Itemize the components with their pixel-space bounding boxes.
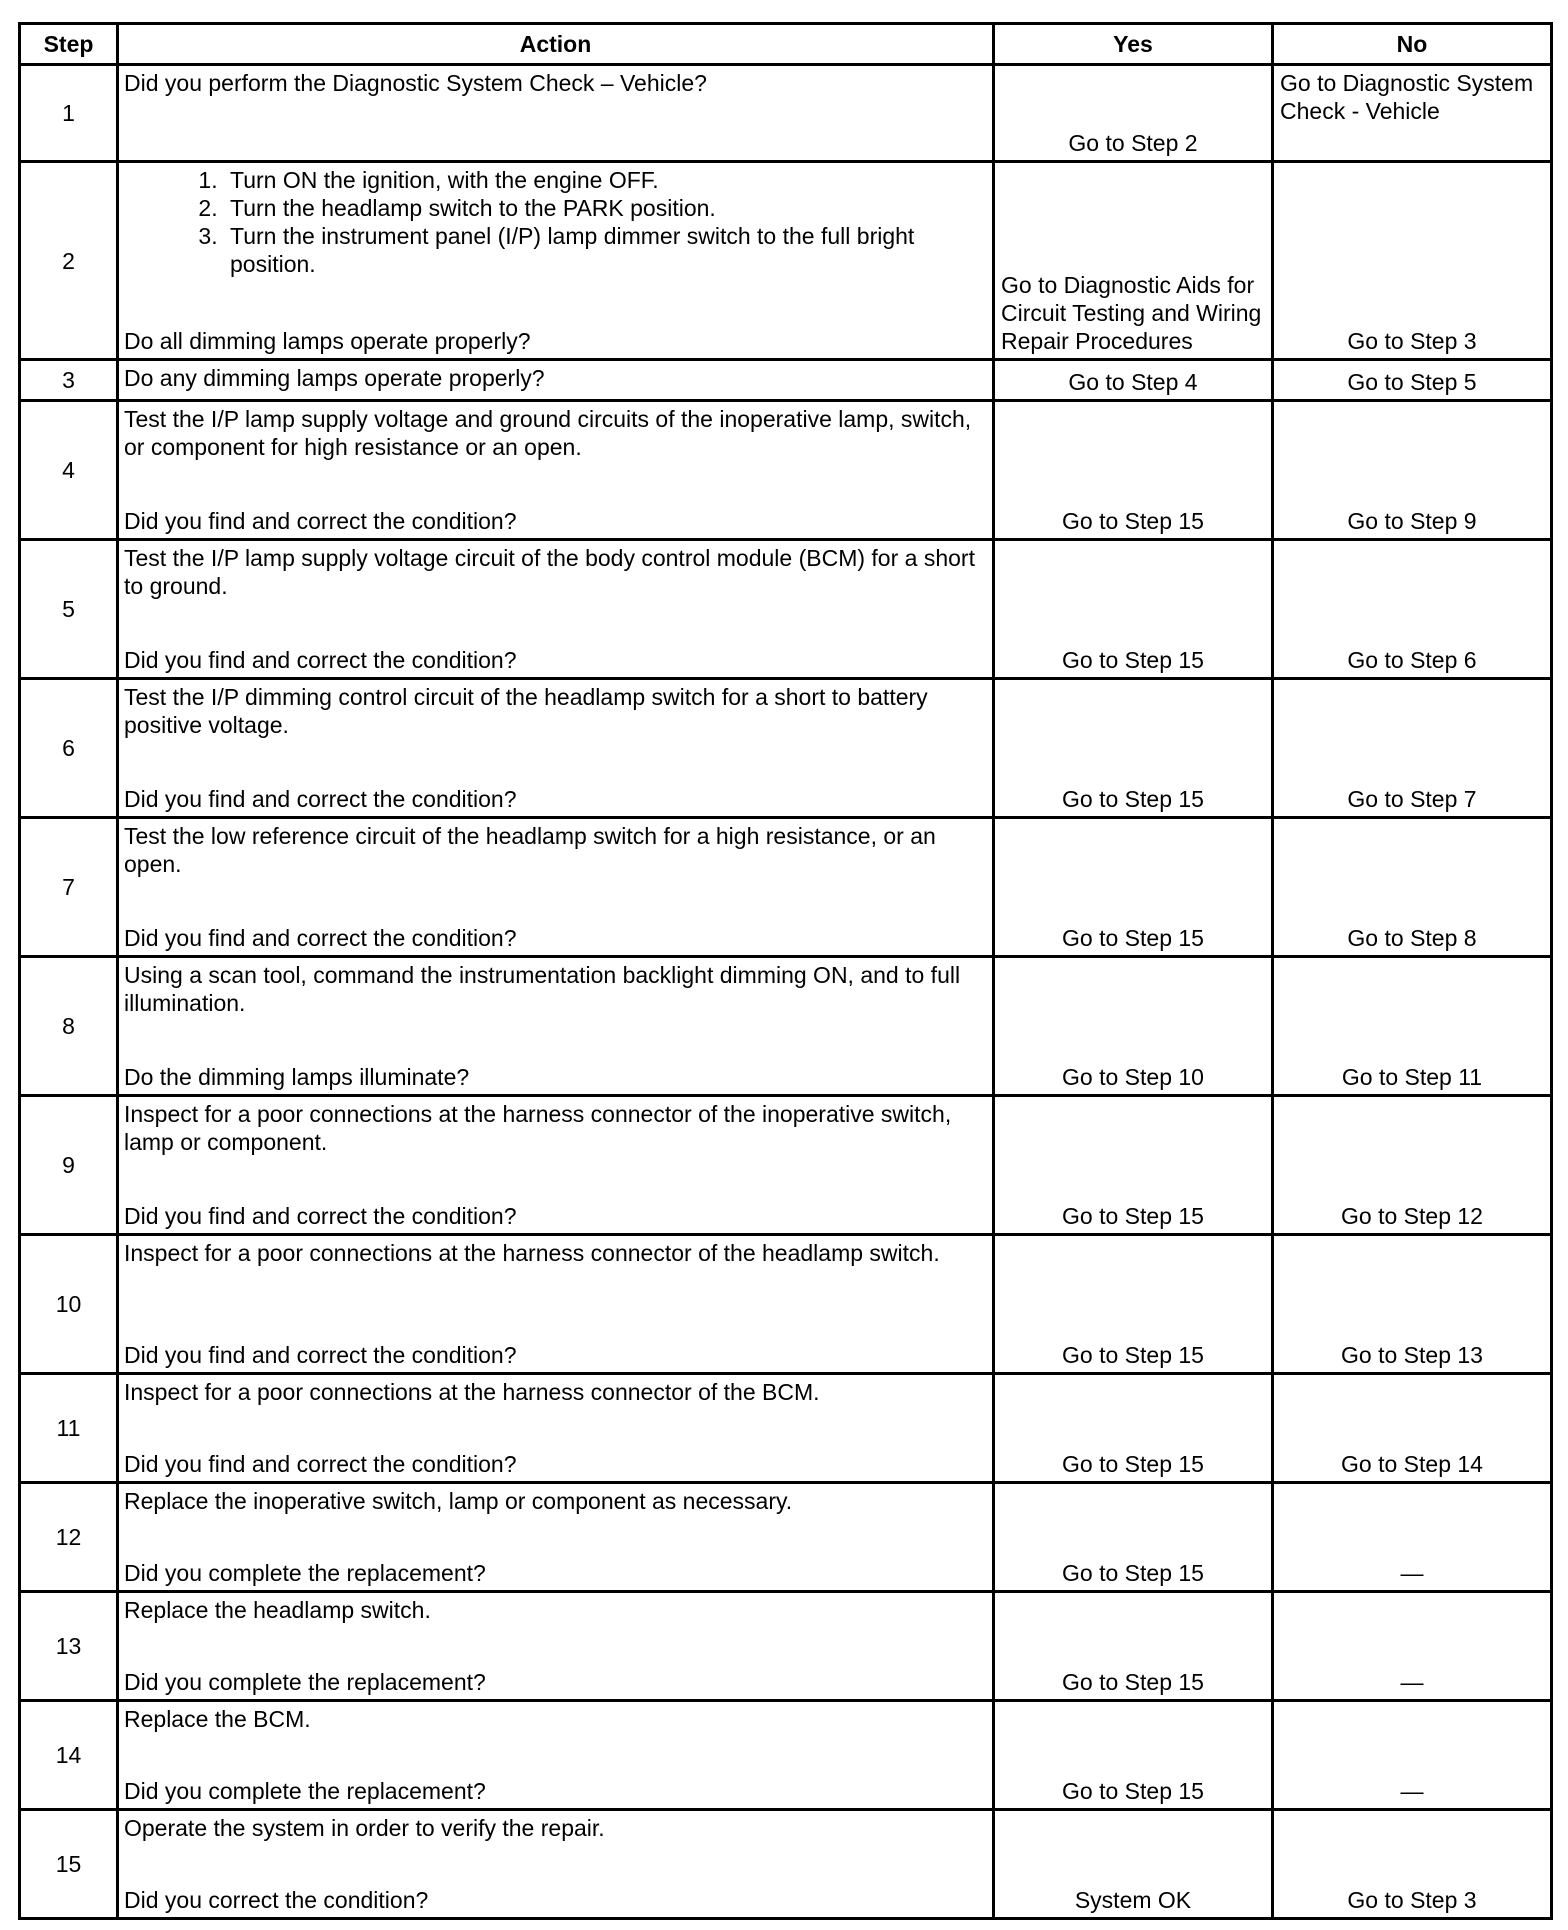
action-cell	[118, 1592, 994, 1701]
no-text: Go to Step 12	[1341, 1203, 1483, 1229]
step-number: 10	[20, 1235, 118, 1374]
no-cell	[1273, 1483, 1552, 1592]
yes-text: Go to Step 10	[1062, 1064, 1204, 1090]
step-number: 5	[20, 540, 118, 679]
yes-text: Go to Step 15	[1062, 1669, 1204, 1695]
no-cell	[1273, 65, 1552, 162]
action-cell	[118, 65, 994, 162]
yes-text: Go to Step 15	[1062, 1778, 1204, 1804]
yes-cell	[994, 1096, 1273, 1235]
no-cell	[1273, 1374, 1552, 1483]
yes-cell	[994, 162, 1273, 360]
action-question: Did you complete the replacement?	[124, 1669, 486, 1695]
yes-text: Go to Step 15	[1062, 786, 1204, 812]
action-cell	[118, 1374, 994, 1483]
yes-text: Go to Diagnostic Aids for Circuit Testing and Wiring Repair Procedures	[1001, 272, 1262, 354]
table-row	[20, 1483, 1552, 1592]
no-cell	[1273, 1810, 1552, 1919]
action-cell	[118, 818, 994, 957]
action-question: Did you complete the replacement?	[124, 1778, 486, 1804]
action-cell	[118, 1483, 994, 1592]
action-cell	[118, 162, 994, 360]
no-text: Go to Step 6	[1347, 647, 1477, 673]
action-question: Did you find and correct the condition?	[124, 508, 517, 534]
yes-cell	[994, 360, 1273, 401]
yes-cell	[994, 818, 1273, 957]
action-text: Replace the headlamp switch.	[124, 1597, 431, 1623]
table-row	[20, 540, 1552, 679]
table-row	[20, 679, 1552, 818]
action-question: Did you correct the condition?	[124, 1887, 429, 1913]
step-number: 1	[20, 65, 118, 162]
table-row	[20, 957, 1552, 1096]
no-text: Go to Step 14	[1341, 1451, 1483, 1477]
action-question: Did you find and correct the condition?	[124, 786, 517, 812]
action-question: Did you find and correct the condition?	[124, 1342, 517, 1368]
yes-cell	[994, 1592, 1273, 1701]
yes-cell	[994, 1701, 1273, 1810]
action-text: Replace the BCM.	[124, 1706, 311, 1732]
step-number: 12	[20, 1483, 118, 1592]
step-number: 11	[20, 1374, 118, 1483]
yes-cell	[994, 401, 1273, 540]
table-row	[20, 360, 1552, 401]
header-action: Action	[118, 24, 994, 65]
step-number: 4	[20, 401, 118, 540]
yes-cell	[994, 1810, 1273, 1919]
step-number: 6	[20, 679, 118, 818]
action-text: Test the I/P lamp supply voltage and ground circuits of the inoperative lamp, switch, or component for high resistance or an open.	[124, 406, 972, 460]
step-number: 7	[20, 818, 118, 957]
yes-text: Go to Step 4	[1068, 369, 1198, 395]
action-text: Test the I/P dimming control circuit of the headlamp switch for a short to battery positive voltage.	[124, 684, 928, 738]
yes-cell	[994, 1235, 1273, 1374]
no-cell	[1273, 1235, 1552, 1374]
action-cell	[118, 1235, 994, 1374]
yes-text: Go to Step 15	[1062, 1203, 1204, 1229]
list-item: 2. Turn the headlamp switch to the PARK position.	[224, 194, 987, 222]
table-row	[20, 401, 1552, 540]
step-number: 9	[20, 1096, 118, 1235]
no-text: Go to Step 13	[1341, 1342, 1483, 1368]
header-yes: Yes	[994, 24, 1273, 65]
yes-text: System OK	[1074, 1887, 1192, 1913]
no-text: Go to Diagnostic System Check - Vehicle	[1280, 70, 1534, 124]
action-question: Do the dimming lamps illuminate?	[124, 1064, 470, 1090]
action-question: Did you find and correct the condition?	[124, 1451, 517, 1477]
no-cell	[1273, 818, 1552, 957]
no-text: Go to Step 8	[1347, 925, 1477, 951]
yes-text: Go to Step 15	[1062, 925, 1204, 951]
step-number: 2	[20, 162, 118, 360]
header-step: Step	[20, 24, 118, 65]
no-cell	[1273, 1096, 1552, 1235]
no-text: —	[1400, 1669, 1424, 1695]
list-item: 1. Turn ON the ignition, with the engine OFF.	[224, 166, 987, 194]
no-text: Go to Step 9	[1347, 508, 1477, 534]
yes-text: Go to Step 15	[1062, 508, 1204, 534]
action-question: Did you find and correct the condition?	[124, 647, 517, 673]
table-row	[20, 1235, 1552, 1374]
no-cell	[1273, 1701, 1552, 1810]
table-row	[20, 1374, 1552, 1483]
action-text: Replace the inoperative switch, lamp or component as necessary.	[124, 1488, 793, 1514]
action-question: Do all dimming lamps operate properly?	[124, 328, 531, 354]
no-cell	[1273, 540, 1552, 679]
no-text: Go to Step 11	[1341, 1064, 1483, 1090]
step-number: 13	[20, 1592, 118, 1701]
action-cell	[118, 401, 994, 540]
action-question: Did you complete the replacement?	[124, 1560, 486, 1586]
yes-text: Go to Step 15	[1062, 1451, 1204, 1477]
no-text: Go to Step 7	[1347, 786, 1477, 812]
table-row	[20, 162, 1552, 360]
no-text: Go to Step 3	[1347, 328, 1477, 354]
action-cell	[118, 679, 994, 818]
action-steps-list	[124, 166, 987, 278]
yes-text: Go to Step 2	[1068, 130, 1198, 156]
header-row	[20, 24, 1552, 65]
yes-cell	[994, 1483, 1273, 1592]
table-row	[20, 65, 1552, 162]
action-text: Test the I/P lamp supply voltage circuit of the body control module (BCM) for a short to ground.	[124, 545, 975, 599]
step-number: 3	[20, 360, 118, 401]
table-row	[20, 1701, 1552, 1810]
no-text: —	[1400, 1560, 1424, 1586]
action-cell	[118, 360, 994, 401]
table-row	[20, 1592, 1552, 1701]
yes-text: Go to Step 15	[1062, 1342, 1204, 1368]
yes-cell	[994, 957, 1273, 1096]
no-text: Go to Step 5	[1347, 369, 1477, 395]
table-row	[20, 818, 1552, 957]
action-text: Using a scan tool, command the instrumentation backlight dimming ON, and to full illumination.	[124, 962, 961, 1016]
no-cell	[1273, 679, 1552, 818]
list-item: 3. Turn the instrument panel (I/P) lamp dimmer switch to the full bright position.	[224, 222, 987, 278]
header-no: No	[1273, 24, 1552, 65]
yes-cell	[994, 65, 1273, 162]
action-question: Did you find and correct the condition?	[124, 925, 517, 951]
yes-cell	[994, 679, 1273, 818]
action-text: Inspect for a poor connections at the harness connector of the inoperative switch, lamp or component.	[124, 1101, 952, 1155]
yes-text: Go to Step 15	[1062, 647, 1204, 673]
action-text: Inspect for a poor connections at the harness connector of the BCM.	[124, 1379, 820, 1405]
action-text: Inspect for a poor connections at the harness connector of the headlamp switch.	[124, 1240, 940, 1266]
action-cell	[118, 1701, 994, 1810]
no-cell	[1273, 1592, 1552, 1701]
no-cell	[1273, 162, 1552, 360]
no-cell	[1273, 360, 1552, 401]
no-text: Go to Step 3	[1347, 1887, 1477, 1913]
step-number: 15	[20, 1810, 118, 1919]
yes-cell	[994, 540, 1273, 679]
action-text: Operate the system in order to verify the repair.	[124, 1815, 605, 1841]
action-text: Do any dimming lamps operate properly?	[124, 365, 545, 391]
action-text: Did you perform the Diagnostic System Check – Vehicle?	[124, 70, 707, 96]
table-row	[20, 1096, 1552, 1235]
step-number: 14	[20, 1701, 118, 1810]
table-row	[20, 1810, 1552, 1919]
no-cell	[1273, 401, 1552, 540]
action-cell	[118, 957, 994, 1096]
action-question: Did you find and correct the condition?	[124, 1203, 517, 1229]
step-number: 8	[20, 957, 118, 1096]
diagnostic-table	[18, 22, 1553, 1920]
action-cell	[118, 1810, 994, 1919]
no-text: —	[1400, 1778, 1424, 1804]
yes-text: Go to Step 15	[1062, 1560, 1204, 1586]
action-text: Test the low reference circuit of the headlamp switch for a high resistance, or an open.	[124, 823, 936, 877]
yes-cell	[994, 1374, 1273, 1483]
action-cell	[118, 540, 994, 679]
action-cell	[118, 1096, 994, 1235]
no-cell	[1273, 957, 1552, 1096]
